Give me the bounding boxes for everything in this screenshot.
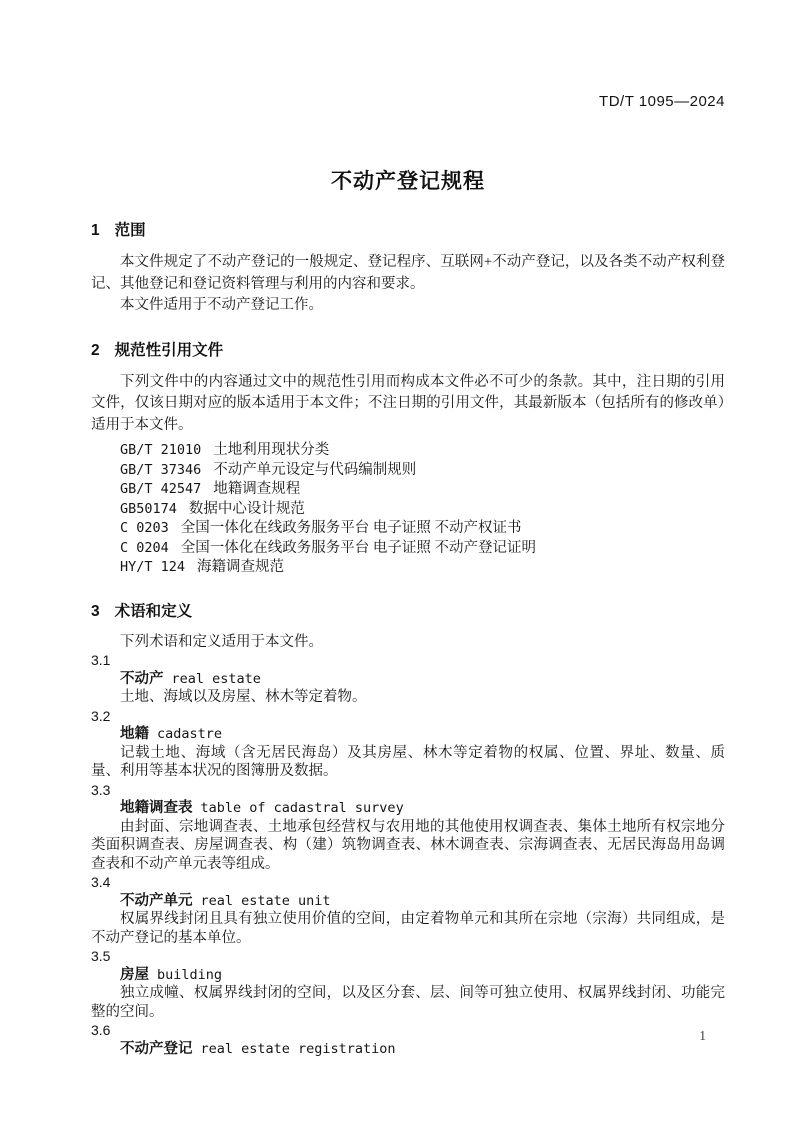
section-number: 1 — [91, 222, 100, 239]
section-title: 规范性引用文件 — [114, 341, 224, 359]
term-name-line — [91, 725, 725, 744]
section-title: 范围 — [114, 222, 146, 239]
reference-item — [91, 558, 725, 578]
term-name-zh: 不动产 — [120, 670, 164, 687]
paragraph: 本文件适用于不动产登记工作。 — [120, 297, 323, 313]
term-number: 3.5 — [91, 948, 111, 964]
term-entry — [91, 781, 725, 874]
section-number: 2 — [91, 341, 100, 359]
term-name-line — [91, 799, 725, 818]
term-name-line — [91, 892, 725, 911]
reference-title: 全国一体化在线政务服务平台 电子证照 不动产登记证明 — [180, 539, 537, 556]
term-definition: 权属界线封闭且具有独立使用价值的空间，由定着物单元和其所在宗地（宗海）共同组成，是不动产登记的基本单位。 — [91, 911, 725, 946]
document-title: 不动产登记规程 — [331, 170, 485, 193]
term-entry — [91, 947, 725, 1021]
term-entry — [91, 1021, 725, 1058]
reference-code: GB/T 42547 — [120, 481, 202, 497]
reference-code: GB/T 37346 — [120, 461, 202, 478]
reference-code: GB50174 — [120, 500, 177, 517]
paragraph: 本文件规定了不动产登记的一般规定、登记程序、互联网+不动产登记，以及各类不动产权利登记、其他登记和登记资料管理与利用的内容和要求。 — [91, 254, 725, 292]
reference-code: HY/T 124 — [120, 559, 186, 575]
reference-title: 土地利用现状分类 — [213, 442, 330, 458]
term-number: 3.6 — [91, 1022, 111, 1038]
term-definition: 土地、海域以及房屋、林木等定着物。 — [120, 689, 367, 705]
term-name-line — [91, 1040, 725, 1059]
term-name-en: table of cadastral survey — [200, 800, 404, 816]
reference-item — [91, 461, 725, 481]
term-name-zh: 不动产登记 — [120, 1040, 193, 1057]
section-normative-references — [91, 342, 725, 578]
reference-item — [91, 539, 725, 559]
doc-code: TD/T 1095—2024 — [599, 93, 725, 110]
reference-title: 数据中心设计规范 — [188, 500, 305, 517]
reference-title: 全国一体化在线政务服务平台 电子证照 不动产权证书 — [180, 520, 522, 536]
reference-item — [91, 500, 725, 520]
reference-code: C 0203 — [120, 520, 169, 536]
term-number: 3.2 — [91, 707, 111, 724]
reference-item — [91, 519, 725, 539]
section-number: 3 — [91, 602, 100, 620]
term-name-zh: 房屋 — [120, 966, 149, 983]
reference-title: 不动产单元设定与代码编制规则 — [213, 461, 417, 478]
terms-intro: 下列术语和定义适用于本文件。 — [120, 633, 323, 650]
term-number: 3.3 — [91, 781, 111, 798]
paragraph: 下列文件中的内容通过文中的规范性引用而构成本文件必不可少的条款。其中，注日期的引用文件，仅该日期对应的版本适用于本文件；不注日期的引用文件，其最新版本（包括所有的修改单）适用于本文件。 — [91, 373, 725, 433]
term-name-zh: 不动产单元 — [120, 892, 193, 909]
section-title: 术语和定义 — [114, 602, 193, 620]
reference-title: 地籍调查规程 — [213, 481, 301, 497]
term-definition: 独立成幢、权属界线封闭的空间，以及区分套、层、间等可独立使用、权属界线封闭、功能完整的空间。 — [91, 985, 725, 1020]
section-scope — [91, 222, 725, 317]
term-name-line — [91, 966, 725, 985]
term-name-en: cadastre — [157, 726, 223, 742]
page-number: 1 — [699, 1028, 706, 1043]
term-name-en: real estate registration — [200, 1040, 396, 1057]
term-number: 3.4 — [91, 874, 111, 890]
term-name-en: real estate unit — [200, 892, 331, 909]
term-entry — [91, 873, 725, 947]
term-name-en: building — [157, 966, 223, 983]
reference-code: C 0204 — [120, 539, 169, 556]
reference-item — [91, 480, 725, 500]
terms-block — [91, 633, 725, 1059]
term-entry — [91, 651, 725, 707]
term-name-zh: 地籍 — [120, 726, 149, 742]
reference-title: 海籍调查规范 — [197, 559, 285, 575]
section-heading-scope — [91, 222, 725, 240]
term-entry — [91, 707, 725, 781]
reference-item — [91, 441, 725, 461]
section-terms-definitions — [91, 603, 725, 1059]
term-name-line — [91, 670, 725, 689]
term-name-zh: 地籍调查表 — [120, 800, 193, 816]
term-name-en: real estate — [171, 670, 261, 687]
section-heading-terms — [91, 603, 725, 621]
reference-list — [91, 441, 725, 578]
term-definition: 由封面、宗地调查表、土地承包经营权与农用地的其他使用权调查表、集体土地所有权宗地分类面积调查表、房屋调查表、构（建）筑物调查表、林木调查表、宗海调查表、无居民海岛用岛调查表和不动产单元表等组成。 — [91, 818, 725, 872]
term-definition: 记载土地、海域（含无居民海岛）及其房屋、林木等定着物的权属、位置、界址、数量、质量、利用等基本状况的图簿册及数据。 — [91, 744, 725, 779]
term-number: 3.1 — [91, 652, 111, 668]
reference-code: GB/T 21010 — [120, 442, 202, 458]
section-heading-normative-references — [91, 342, 725, 360]
page-content — [91, 0, 725, 1058]
